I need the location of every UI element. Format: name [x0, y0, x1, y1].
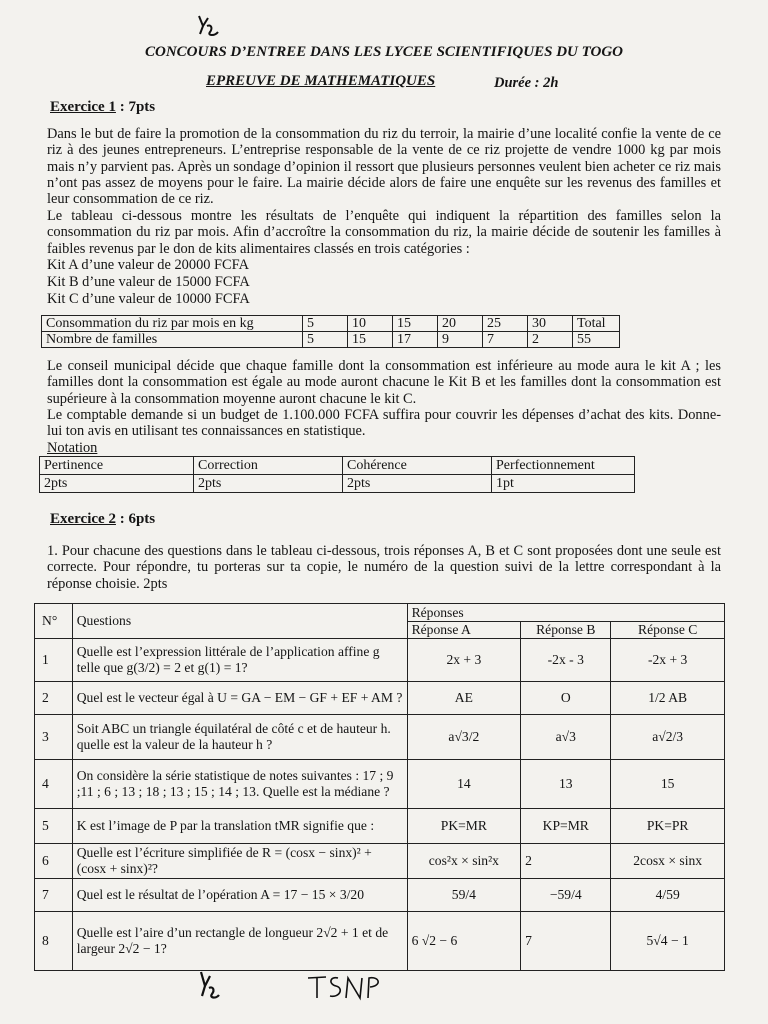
answer-b: -2x - 3: [521, 639, 611, 682]
question-number: 2: [35, 682, 73, 715]
question-text: Quelle est l’aire d’un rectangle de longueur 2√2 + 1 et de largeur 2√2 − 1?: [72, 912, 407, 971]
answer-b: O: [521, 682, 611, 715]
answer-b: 2: [521, 844, 611, 879]
col-header-num: N°: [35, 604, 73, 639]
row-label: Consommation du riz par mois en kg: [42, 316, 303, 332]
table-row: [42, 316, 620, 332]
question-text: Quelle est l’expression littérale de l’application affine g telle que g(3/2) = 2 et g(1) = 1?: [72, 639, 407, 682]
table-row: [35, 760, 725, 809]
table-row: [35, 844, 725, 879]
answer-b: 7: [521, 912, 611, 971]
exercise2-title: [50, 511, 155, 528]
kit-b: Kit B d’une valeur de 15000 FCFA: [47, 274, 250, 290]
question-number: 1: [35, 639, 73, 682]
question-number: 7: [35, 879, 73, 912]
answer-a: cos²x × sin²x: [407, 844, 521, 879]
question-number: 6: [35, 844, 73, 879]
question-text: Soit ABC un triangle équilatéral de côté c et de hauteur h. quelle est la valeur de la hauteur h ?: [72, 715, 407, 760]
exam-subtitle: EPREUVE DE MATHEMATIQUES: [206, 73, 436, 89]
answer-a: AE: [407, 682, 521, 715]
table-cell: 5: [303, 316, 348, 332]
col-header-a: Réponse A: [407, 621, 521, 639]
table-row: [40, 457, 635, 475]
question-number: 8: [35, 912, 73, 971]
table-row: [42, 332, 620, 348]
notation-header: Perfectionnement: [492, 457, 635, 475]
exercise2-text: 1. Pour chacune des questions dans le tableau ci-dessous, trois réponses A, B et C sont proposées dont une seule est correcte. Pour répondre, tu porteras sur ta copie, le numéro de la question suivi de la lettre correspondant à la réponse choisie. 2pts: [47, 543, 721, 592]
table-cell: 15: [348, 332, 393, 348]
exercise1-label: Exercice 1: [50, 99, 116, 115]
answer-c: PK=PR: [611, 809, 725, 844]
answer-a: a√3/2: [407, 715, 521, 760]
table-cell: 5: [303, 332, 348, 348]
table-cell: 2: [528, 332, 573, 348]
table-cell: 55: [573, 332, 620, 348]
exercise2-label: Exercice 2: [50, 511, 116, 527]
table-cell: 20: [438, 316, 483, 332]
exercise1-text: Dans le but de faire la promotion de la consommation du riz du terroir, la mairie d’une localité confie la vente de ce riz à des jeunes entrepreneurs. L’entreprise responsable de la vente de ce riz projette de vendre 1000 kg par mois mais n’y parvient pas. Après un sondage d’opinion il ressort que plusieurs personnes veulent bien acheter ce riz mais n’ont pas assez de moyens pour le faire. La mairie décide alors de faire une enquête sur les revenus des familles et leur consommation de ce riz.: [47, 126, 721, 208]
kit-c: Kit C d’une valeur de 10000 FCFA: [47, 291, 250, 307]
notation-value: 1pt: [492, 475, 635, 493]
row-label: Nombre de familles: [42, 332, 303, 348]
exercise2-points: : 6pts: [115, 511, 156, 527]
question-text: Quelle est l’écriture simplifiée de R = (cosx − sinx)² + (cosx + sinx)²?: [72, 844, 407, 879]
question-text: Quel est le vecteur égal à U = GA − EM − GF + EF + AM ?: [72, 682, 407, 715]
notation-header: Pertinence: [40, 457, 194, 475]
table-cell: 7: [483, 332, 528, 348]
answer-b: −59/4: [521, 879, 611, 912]
question-text: K est l’image de P par la translation tMR signifie que :: [72, 809, 407, 844]
answer-b: a√3: [521, 715, 611, 760]
notation-value: 2pts: [194, 475, 343, 493]
answer-a: 6 √2 − 6: [407, 912, 521, 971]
col-header-responses: Réponses: [407, 604, 724, 622]
exam-duration: Durée : 2h: [494, 75, 559, 91]
col-header-c: Réponse C: [611, 621, 725, 639]
table-row: [35, 682, 725, 715]
answer-a: 59/4: [407, 879, 521, 912]
answer-a: PK=MR: [407, 809, 521, 844]
answer-b: KP=MR: [521, 809, 611, 844]
table-cell: 15: [393, 316, 438, 332]
table-row: [35, 715, 725, 760]
exercise1-points: : 7pts: [115, 99, 156, 115]
notation-header: Cohérence: [343, 457, 492, 475]
exercise1-text: Le comptable demande si un budget de 1.100.000 FCFA suffira pour couvrir les dépenses d’achat des kits. Donne-lui ton avis en utilisant tes connaissances en statistique.: [47, 407, 721, 440]
exercise1-text: Le tableau ci-dessous montre les résultats de l’enquête qui indiquent la répartition des familles selon la consommation du riz par mois. Afin d’accroître la consommation du riz, la mairie décide de soutenir les familles à faibles revenus par le don de kits alimentaires classés en trois catégories :: [47, 208, 721, 257]
exercise2-intro: [47, 543, 721, 592]
exercise1-title: [50, 99, 155, 116]
answer-c: 15: [611, 760, 725, 809]
answer-c: 4/59: [611, 879, 725, 912]
handwritten-initials-tsnp: [306, 972, 386, 1002]
notation-value: 2pts: [343, 475, 492, 493]
table-cell: 25: [483, 316, 528, 332]
answer-c: 1/2 AB: [611, 682, 725, 715]
mcq-table: [34, 603, 725, 971]
kit-a: Kit A d’une valeur de 20000 FCFA: [47, 257, 249, 273]
answer-b: 13: [521, 760, 611, 809]
col-header-b: Réponse B: [521, 621, 611, 639]
question-text: On considère la série statistique de notes suivantes : 17 ; 9 ;11 ; 6 ; 13 ; 18 ; 13 ; 15 ; 14 ; 13. Quelle est la médiane ?: [72, 760, 407, 809]
exercise1-paragraph-2: [47, 208, 721, 257]
exercise1-paragraph-4: [47, 407, 721, 440]
exercise1-text: Le conseil municipal décide que chaque famille dont la consommation est inférieure au mode aura le kit A ; les familles dont la consommation est égale au mode auront chacune le Kit B et les familles dont la consommation est supérieure à la consommation moyenne auront chacune le kit C.: [47, 358, 721, 407]
table-cell: 10: [348, 316, 393, 332]
handwritten-initials-mark: [193, 12, 223, 42]
table-cell: 9: [438, 332, 483, 348]
question-number: 4: [35, 760, 73, 809]
table-cell: Total: [573, 316, 620, 332]
table-row: [35, 809, 725, 844]
notation-label: Notation: [47, 440, 98, 456]
table-cell: 30: [528, 316, 573, 332]
notation-value: 2pts: [40, 475, 194, 493]
table-row: [35, 639, 725, 682]
answer-c: 2cosx × sinx: [611, 844, 725, 879]
question-number: 3: [35, 715, 73, 760]
table-row: [35, 879, 725, 912]
notation-table: [39, 456, 635, 493]
question-text: Quel est le résultat de l’opération A = 17 − 15 × 3/20: [72, 879, 407, 912]
table-row: [40, 475, 635, 493]
table-row: [35, 912, 725, 971]
exercise1-paragraph-1: [47, 126, 721, 207]
col-header-questions: Questions: [72, 604, 407, 639]
exercise1-paragraph-3: [47, 358, 721, 407]
answer-c: -2x + 3: [611, 639, 725, 682]
consumption-table: [41, 315, 620, 348]
notation-header: Correction: [194, 457, 343, 475]
table-header-row: [35, 604, 725, 622]
answer-a: 14: [407, 760, 521, 809]
answer-c: 5√4 − 1: [611, 912, 725, 971]
question-number: 5: [35, 809, 73, 844]
answer-a: 2x + 3: [407, 639, 521, 682]
answer-c: a√2/3: [611, 715, 725, 760]
table-cell: 17: [393, 332, 438, 348]
handwritten-signature-mark: [196, 968, 222, 1002]
exam-title: CONCOURS D’ENTREE DANS LES LYCEE SCIENTIFIQUES DU TOGO: [144, 44, 623, 60]
